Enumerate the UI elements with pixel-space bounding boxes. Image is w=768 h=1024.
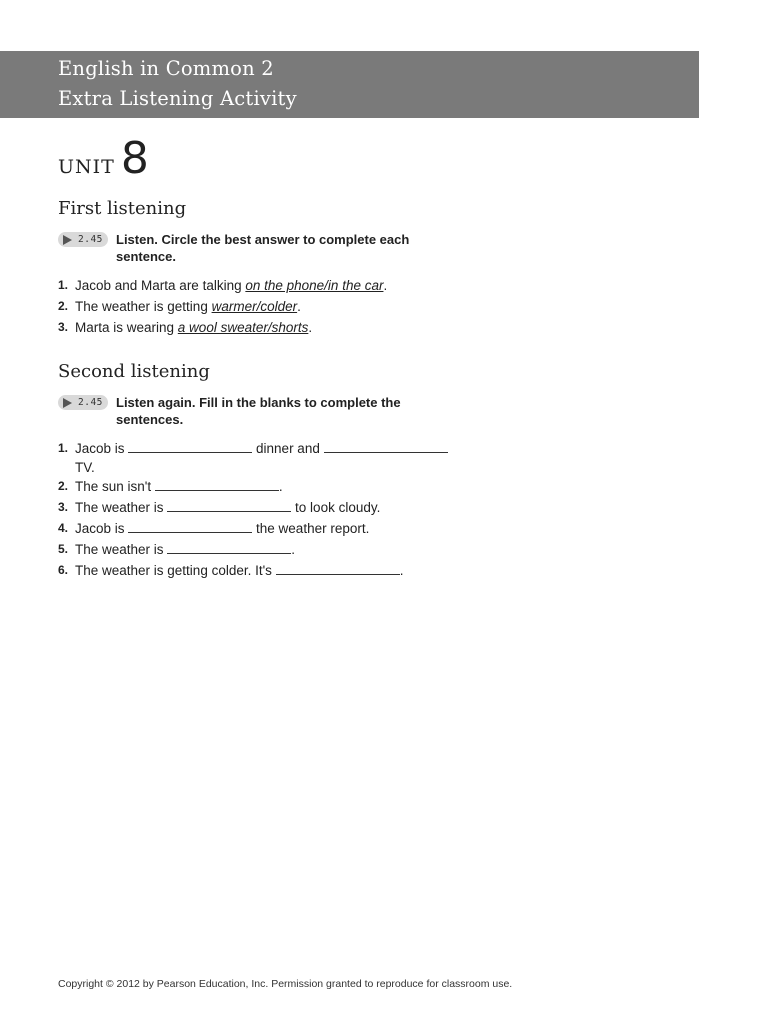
item-number: 6.: [58, 563, 69, 577]
item-text-end: .: [383, 278, 388, 293]
answer-choice[interactable]: warmer/colder: [211, 299, 298, 314]
list-item: [58, 539, 448, 560]
blank-field[interactable]: [128, 519, 252, 533]
list-item: [58, 317, 387, 338]
blank-field[interactable]: [276, 561, 400, 575]
list-item: [58, 476, 448, 497]
item-text-end: .: [297, 299, 301, 314]
item-number: 4.: [58, 521, 69, 535]
item-text-mid: dinner and: [252, 441, 324, 456]
item-text-end: .: [399, 563, 404, 578]
item-text: The sun isn't: [75, 479, 155, 494]
item-text: The weather is: [75, 542, 168, 557]
item-text-end: to look cloudy.: [291, 500, 381, 515]
blank-field[interactable]: [128, 439, 252, 453]
unit-title: [58, 133, 149, 184]
list-item: [58, 438, 448, 476]
item-number: 1.: [58, 278, 69, 292]
item-text: Jacob is: [75, 441, 129, 456]
item-text: Jacob is: [75, 521, 129, 536]
item-text: The weather is getting: [75, 299, 212, 314]
second-items-list: [58, 438, 448, 581]
item-text-end: .: [291, 542, 296, 557]
item-text-end: .: [308, 320, 313, 335]
list-item: [58, 296, 387, 317]
answer-choice[interactable]: on the phone/in the car: [245, 278, 384, 293]
audio-track-badge[interactable]: [58, 395, 108, 410]
list-item: [58, 497, 448, 518]
second-listening-heading: Second listening: [58, 361, 210, 382]
play-icon[interactable]: [63, 235, 72, 245]
item-text-end: the weather report.: [252, 521, 370, 536]
blank-field[interactable]: [167, 540, 291, 554]
item-number: 1.: [58, 441, 69, 455]
audio-track-badge[interactable]: [58, 232, 108, 247]
book-title: English in Common 2: [58, 57, 274, 80]
item-number: 5.: [58, 542, 69, 556]
list-item: [58, 518, 448, 539]
second-instruction: Listen again. Fill in the blanks to complete the sentences.: [116, 395, 401, 427]
blank-field[interactable]: [167, 498, 291, 512]
item-number: 3.: [58, 500, 69, 514]
header-band: [0, 51, 699, 118]
first-items-list: [58, 275, 387, 338]
activity-title: Extra Listening Activity: [58, 87, 297, 110]
answer-choice[interactable]: a wool sweater/shorts: [177, 320, 309, 335]
first-listening-heading: First listening: [58, 198, 187, 219]
first-instruction: Listen. Circle the best answer to complete each sentence.: [116, 232, 410, 264]
item-number: 2.: [58, 479, 69, 493]
item-text: The weather is getting colder. It's: [75, 563, 276, 578]
item-text: Jacob and Marta are talking: [75, 278, 246, 293]
track-number: 2.45: [78, 234, 103, 245]
item-number: 2.: [58, 299, 69, 313]
unit-label: UNIT: [58, 156, 115, 178]
list-item: [58, 275, 387, 296]
blank-field[interactable]: [155, 477, 279, 491]
item-number: 3.: [58, 320, 69, 334]
item-text-end: .: [278, 479, 283, 494]
item-text-continued: TV.: [75, 460, 95, 475]
unit-number: 8: [120, 133, 149, 184]
track-number: 2.45: [78, 397, 103, 408]
play-icon[interactable]: [63, 398, 72, 408]
copyright-footer: Copyright © 2012 by Pearson Education, Inc. Permission granted to reproduce for classroom use.: [58, 978, 513, 990]
blank-field[interactable]: [324, 439, 448, 453]
item-text: The weather is: [75, 500, 168, 515]
list-item: [58, 560, 448, 581]
item-text: Marta is wearing: [75, 320, 178, 335]
